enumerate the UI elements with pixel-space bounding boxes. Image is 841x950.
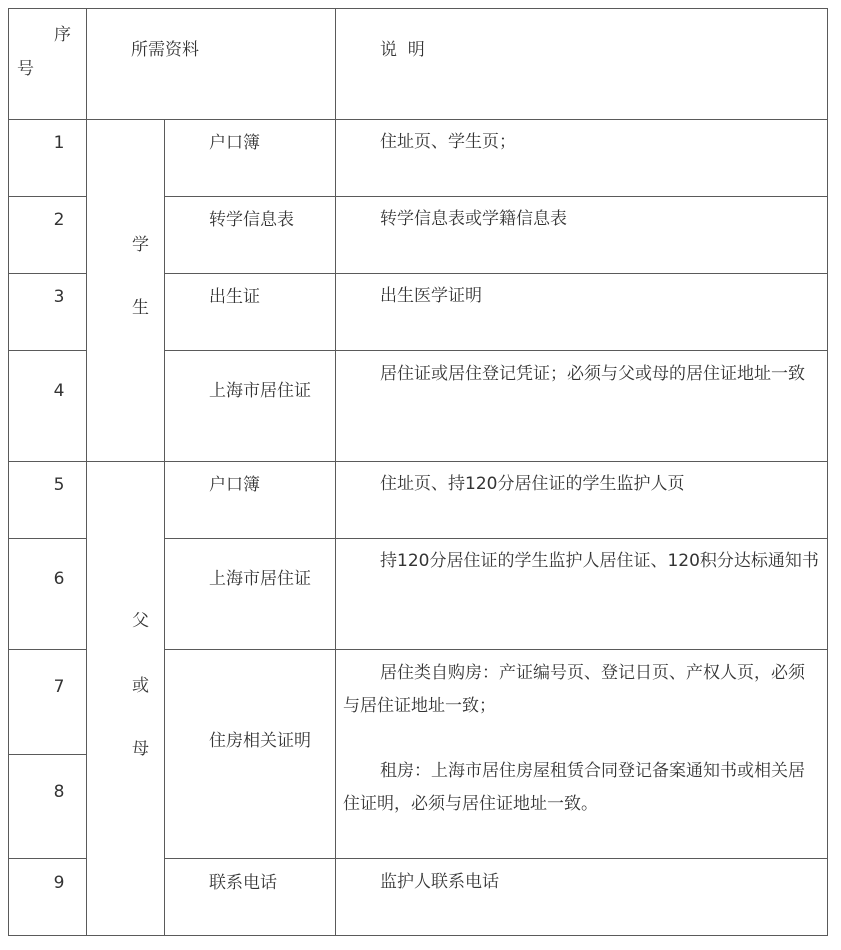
group-student-char: 生 bbox=[132, 298, 149, 318]
material-name: 户口簿 bbox=[209, 475, 260, 495]
header-index-label: 序 bbox=[54, 25, 71, 45]
row-line bbox=[8, 858, 86, 859]
material-name: 出生证 bbox=[209, 287, 260, 307]
material-note: 转学信息表或学籍信息表 bbox=[380, 209, 567, 229]
table-border-left bbox=[8, 8, 9, 936]
header-bottom-line bbox=[8, 119, 828, 120]
row-line bbox=[8, 461, 828, 462]
material-name: 上海市居住证 bbox=[209, 381, 311, 401]
row-number: 8 bbox=[53, 782, 65, 802]
row-line bbox=[164, 196, 828, 197]
material-note: 租房：上海市居住房屋租赁合同登记备案通知书或相关居住证明，必须与居住证地址一致。 bbox=[343, 761, 805, 814]
material-name: 住房相关证明 bbox=[209, 731, 311, 751]
material-name: 联系电话 bbox=[209, 873, 277, 893]
header-index-label-2: 号 bbox=[17, 59, 34, 79]
row-line bbox=[8, 754, 86, 755]
row-line bbox=[164, 538, 828, 539]
row-line bbox=[8, 273, 86, 274]
material-note: 居住类自购房：产证编号页、登记日页、产权人页，必须与居住证地址一致； bbox=[343, 663, 805, 716]
column-line bbox=[86, 8, 87, 936]
row-number: 2 bbox=[53, 210, 65, 230]
material-note: 持120分居住证的学生监护人居住证、120积分达标通知书 bbox=[380, 551, 819, 571]
table-border-bottom bbox=[8, 935, 828, 936]
header-materials-label: 所需资料 bbox=[131, 40, 199, 60]
material-name: 转学信息表 bbox=[209, 210, 294, 230]
row-number: 1 bbox=[53, 133, 65, 153]
material-name: 户口簿 bbox=[209, 133, 260, 153]
row-line bbox=[164, 858, 828, 859]
material-note: 住址页、学生页； bbox=[380, 132, 516, 152]
group-parent-char: 母 bbox=[132, 739, 149, 759]
group-parent-char: 或 bbox=[132, 676, 149, 696]
material-name: 上海市居住证 bbox=[209, 569, 311, 589]
column-line bbox=[335, 8, 336, 936]
row-number: 6 bbox=[53, 569, 65, 589]
material-note: 监护人联系电话 bbox=[380, 872, 499, 892]
row-line bbox=[164, 273, 828, 274]
column-line bbox=[164, 119, 165, 936]
group-student-char: 学 bbox=[132, 235, 149, 255]
row-number: 5 bbox=[53, 475, 65, 495]
table-border-top bbox=[8, 8, 828, 9]
material-note: 住址页、持120分居住证的学生监护人页 bbox=[380, 474, 685, 494]
row-number: 7 bbox=[53, 677, 65, 697]
row-number: 9 bbox=[53, 873, 65, 893]
row-line bbox=[8, 649, 86, 650]
row-line bbox=[8, 196, 86, 197]
table-border-right bbox=[827, 8, 828, 936]
group-parent-char: 父 bbox=[132, 611, 149, 631]
material-note: 出生医学证明 bbox=[380, 286, 482, 306]
row-number: 4 bbox=[53, 381, 65, 401]
row-number: 3 bbox=[53, 287, 65, 307]
row-line bbox=[164, 649, 828, 650]
row-line bbox=[8, 538, 86, 539]
header-notes-label: 说 明 bbox=[380, 40, 425, 60]
material-note: 居住证或居住登记凭证；必须与父或母的居住证地址一致 bbox=[380, 364, 805, 384]
row-line bbox=[8, 350, 86, 351]
row-line bbox=[164, 350, 828, 351]
